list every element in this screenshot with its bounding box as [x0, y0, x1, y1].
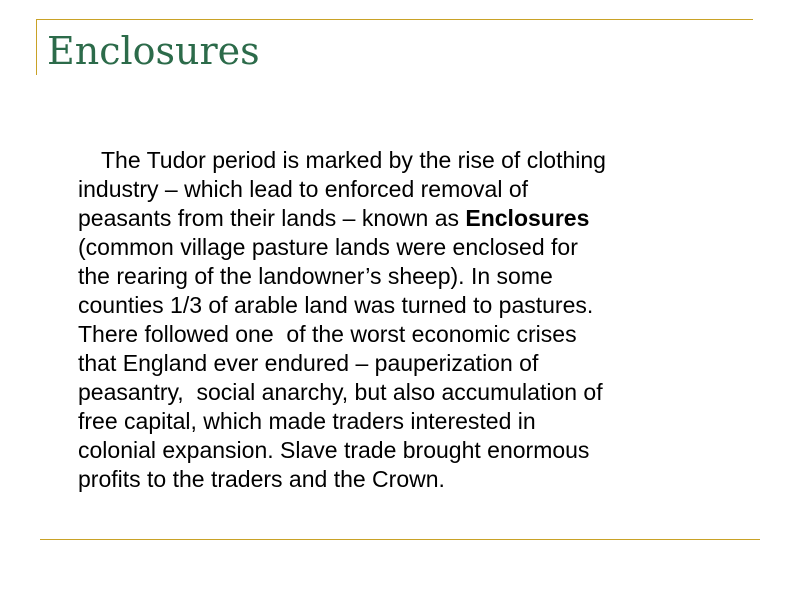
- body-line: [78, 204, 758, 233]
- body-line: There followed one of the worst economic crises: [78, 321, 577, 347]
- body-line-text: peasants from their lands – known as: [78, 205, 466, 231]
- body-line: free capital, which made traders interested in: [78, 408, 536, 434]
- body-line: colonial expansion. Slave trade brought enormous: [78, 437, 590, 463]
- body-line: industry – which lead to enforced removal of: [78, 176, 529, 202]
- body-line: The Tudor period is marked by the rise of clothing: [101, 147, 606, 173]
- enclosures-emphasis: Enclosures: [465, 205, 590, 231]
- body-line: that England ever endured – pauperization of: [78, 350, 539, 376]
- body-line: the rearing of the landowner’s sheep). In some: [78, 263, 553, 289]
- body-line: counties 1/3 of arable land was turned to pastures.: [78, 292, 594, 318]
- slide-title: Enclosures: [47, 29, 260, 73]
- bottom-decorative-rule: [40, 539, 760, 540]
- body-line: peasantry, social anarchy, but also accumulation of: [78, 379, 603, 405]
- body-line: profits to the traders and the Crown.: [78, 466, 445, 492]
- left-decorative-rule: [36, 19, 37, 75]
- top-decorative-rule: [36, 19, 753, 20]
- body-paragraph: [78, 146, 758, 494]
- body-line: (common village pasture lands were enclosed for: [78, 234, 578, 260]
